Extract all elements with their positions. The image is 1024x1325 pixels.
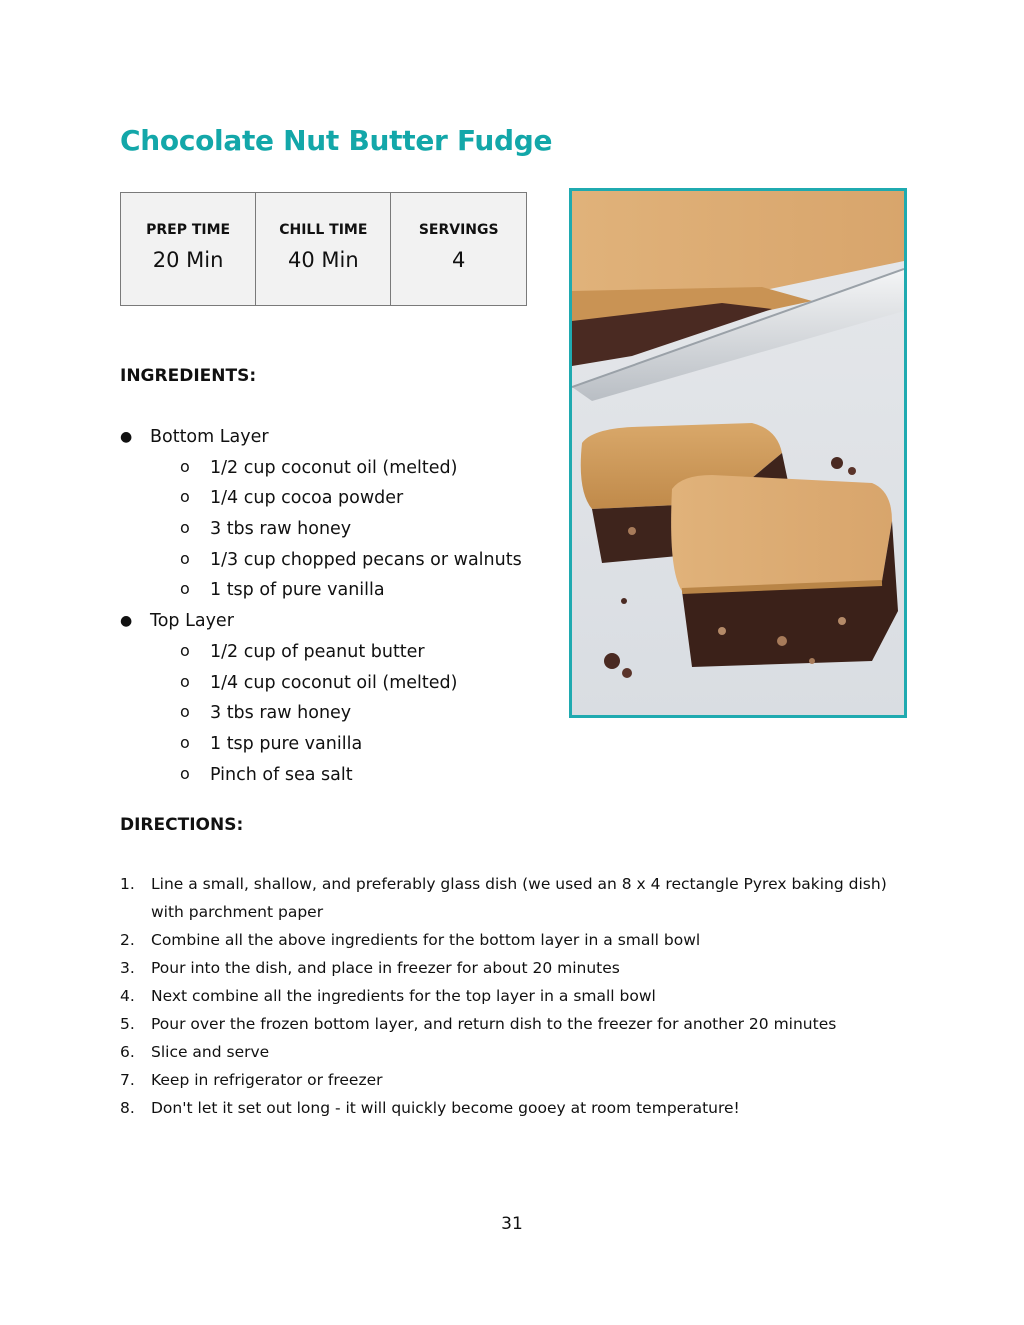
prep-time-label: PREP TIME [146, 222, 231, 238]
step-number: 5. [120, 1015, 135, 1033]
servings-cell [391, 193, 527, 306]
step-text: Keep in refrigerator or freezer [151, 1071, 383, 1089]
recipe-info-table [120, 192, 527, 306]
circle-bullet-icon: o [180, 548, 190, 568]
circle-bullet-icon: o [180, 763, 190, 783]
fudge-photo [569, 188, 907, 718]
chill-time-cell [256, 193, 391, 306]
circle-bullet-icon: o [180, 732, 190, 752]
step-text: Next combine all the ingredients for the top layer in a small bowl [151, 987, 656, 1005]
circle-bullet-icon: o [180, 702, 190, 722]
circle-bullet-icon: o [180, 456, 190, 476]
step-text: Don't let it set out long - it will quickly become gooey at room temperature! [151, 1099, 740, 1117]
directions-list [120, 870, 900, 1122]
ingredient-item [120, 575, 550, 606]
ingredient-item [120, 668, 550, 699]
step-number: 3. [120, 959, 135, 977]
step-number: 8. [120, 1099, 135, 1117]
step-text: Pour into the dish, and place in freezer for about 20 minutes [151, 959, 620, 977]
step-number: 1. [120, 875, 135, 893]
bullet-icon: ● [120, 429, 133, 445]
ingredient-item [120, 760, 550, 791]
chill-time-label: CHILL TIME [279, 222, 368, 238]
ingredient-text: 3 tbs raw honey [210, 703, 352, 724]
direction-step [120, 926, 900, 954]
directions-heading: DIRECTIONS: [120, 815, 244, 835]
ingredient-group-label: Top Layer [150, 611, 234, 632]
ingredients-list [120, 422, 550, 790]
direction-step [120, 1094, 900, 1122]
ingredient-text: 1/4 cup coconut oil (melted) [210, 672, 458, 693]
step-text: Line a small, shallow, and preferably glass dish (we used an 8 x 4 rectangle Pyrex baking dish) with parchment paper [151, 875, 887, 921]
step-text: Pour over the frozen bottom layer, and return dish to the freezer for another 20 minutes [151, 1015, 837, 1033]
direction-step [120, 1066, 900, 1094]
circle-bullet-icon: o [180, 671, 190, 691]
ingredient-group [120, 606, 550, 637]
ingredient-item [120, 514, 550, 545]
bullet-icon: ● [120, 613, 133, 630]
ingredient-item [120, 453, 550, 484]
circle-bullet-icon: o [180, 518, 190, 538]
ingredient-text: 1/3 cup chopped pecans or walnuts [210, 549, 522, 570]
direction-step [120, 1038, 900, 1066]
step-text: Slice and serve [151, 1043, 270, 1061]
ingredients-heading: INGREDIENTS: [120, 366, 257, 386]
ingredient-text: 1 tsp of pure vanilla [210, 580, 385, 601]
fudge-photo-illustration [572, 191, 904, 715]
page-number: 31 [501, 1214, 523, 1234]
ingredient-text: 1/2 cup coconut oil (melted) [210, 457, 458, 478]
ingredient-group-label: Bottom Layer [150, 427, 269, 447]
step-text: Combine all the above ingredients for the bottom layer in a small bowl [151, 931, 701, 949]
ingredient-text: 3 tbs raw honey [210, 519, 352, 540]
chill-time-value: 40 Min [287, 248, 359, 272]
step-number: 4. [120, 987, 135, 1005]
circle-bullet-icon: o [180, 579, 190, 599]
step-number: 7. [120, 1071, 135, 1089]
step-number: 6. [120, 1043, 135, 1061]
circle-bullet-icon: o [180, 487, 190, 507]
step-number: 2. [120, 931, 135, 949]
direction-step [120, 954, 900, 982]
ingredient-text: 1/4 cup cocoa powder [210, 488, 404, 509]
direction-step [120, 870, 900, 926]
ingredient-item [120, 729, 550, 760]
prep-time-value: 20 Min [152, 248, 224, 272]
ingredient-item [120, 545, 550, 576]
ingredient-item [120, 637, 550, 668]
ingredient-text: 1 tsp pure vanilla [210, 733, 363, 754]
direction-step [120, 1010, 900, 1038]
circle-bullet-icon: o [180, 640, 190, 660]
direction-step [120, 982, 900, 1010]
servings-label: SERVINGS [418, 222, 499, 238]
recipe-title: Chocolate Nut Butter Fudge [120, 124, 553, 157]
ingredient-item [120, 483, 550, 514]
ingredient-item [120, 698, 550, 729]
ingredient-text: Pinch of sea salt [210, 764, 353, 785]
ingredient-text: 1/2 cup of peanut butter [210, 641, 425, 662]
prep-time-cell [121, 193, 256, 306]
ingredient-group [120, 422, 550, 453]
servings-value: 4 [452, 248, 466, 272]
